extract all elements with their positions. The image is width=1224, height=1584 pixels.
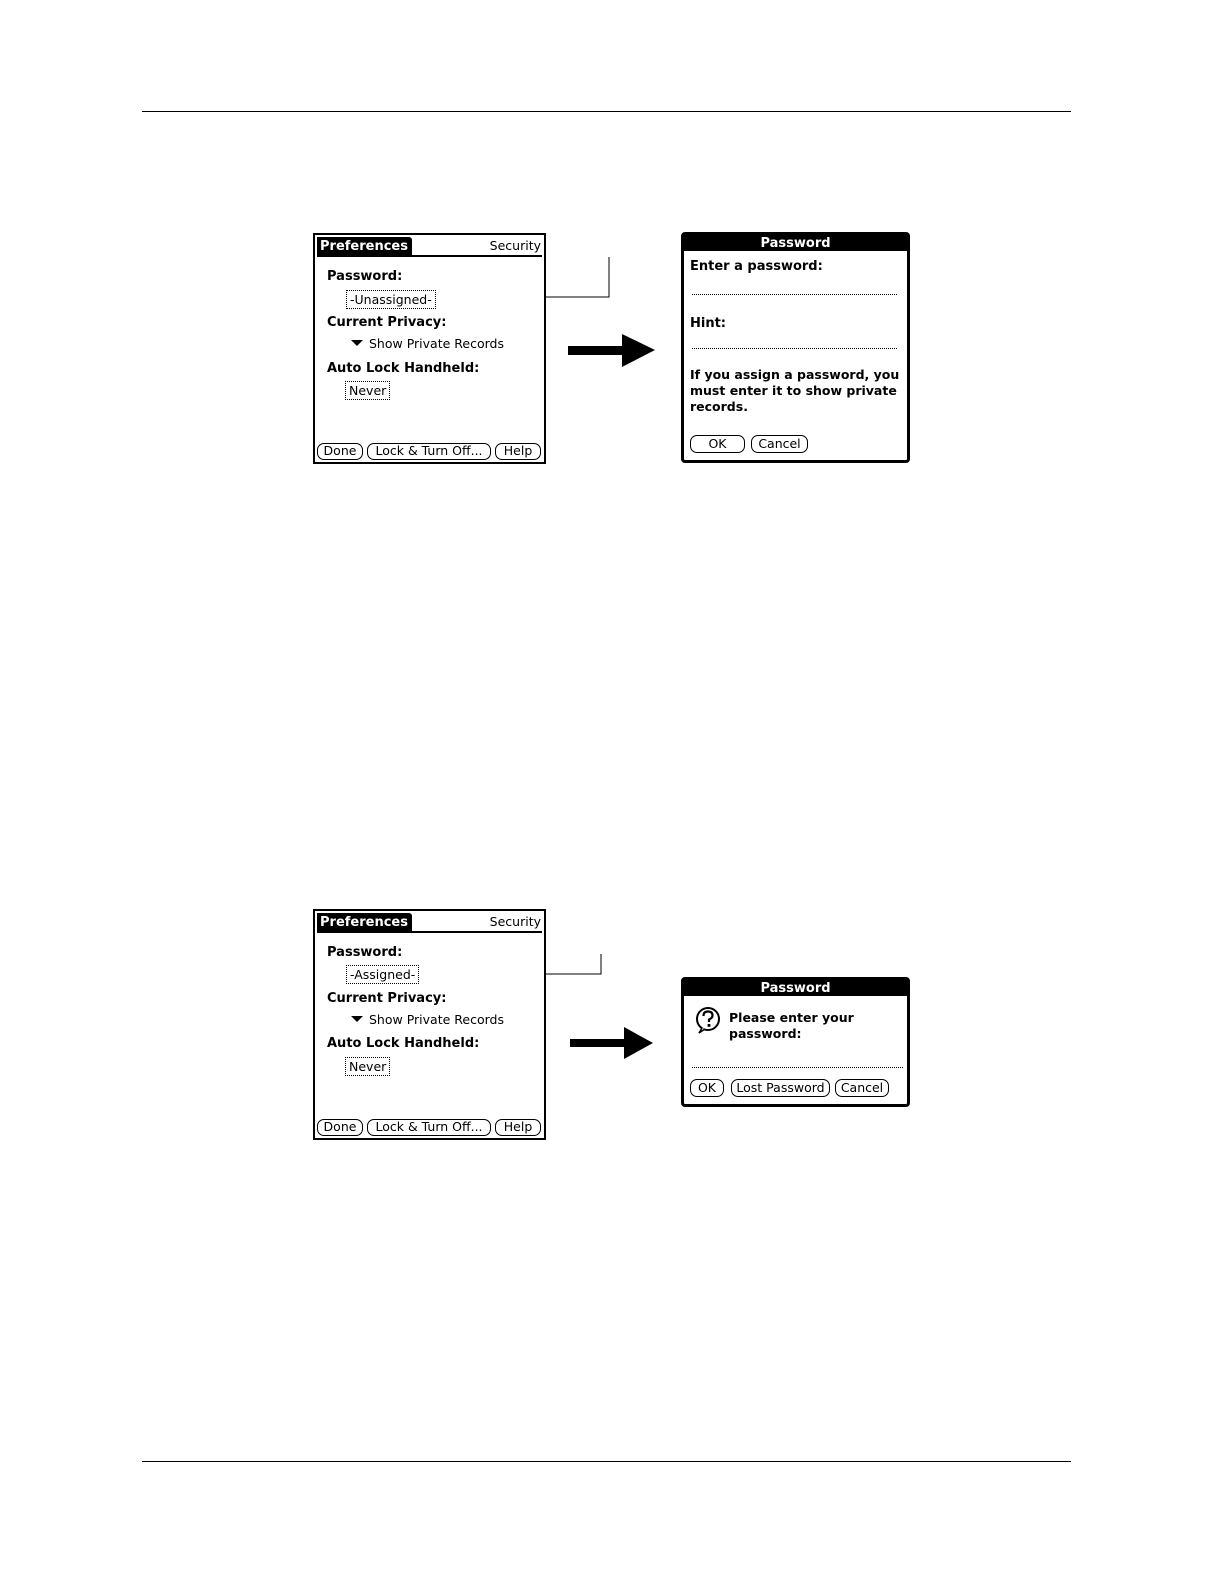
password-input[interactable] bbox=[692, 294, 897, 295]
password-dialog-bottom bbox=[681, 977, 910, 1107]
done-button[interactable]: Done bbox=[317, 1119, 363, 1136]
dialog-title: Password bbox=[684, 980, 907, 996]
lock-turn-off-button[interactable]: Lock & Turn Off... bbox=[367, 1119, 491, 1136]
arrow-right-icon bbox=[570, 1027, 653, 1059]
autolock-field[interactable]: Never bbox=[345, 381, 390, 400]
category-picker[interactable]: Security bbox=[489, 238, 541, 253]
preferences-screen-top bbox=[313, 233, 546, 464]
lost-password-button[interactable]: Lost Password bbox=[731, 1079, 830, 1097]
privacy-label: Current Privacy: bbox=[327, 991, 447, 1006]
privacy-value: Show Private Records bbox=[369, 1012, 504, 1027]
hint-label: Hint: bbox=[690, 316, 727, 331]
ok-button[interactable]: OK bbox=[690, 1079, 724, 1097]
ok-button[interactable]: OK bbox=[690, 435, 745, 453]
privacy-value: Show Private Records bbox=[369, 336, 504, 351]
arrow-right-icon bbox=[568, 334, 655, 367]
question-icon bbox=[694, 1006, 722, 1034]
privacy-label: Current Privacy: bbox=[327, 315, 447, 330]
title-bar bbox=[317, 913, 542, 933]
category-picker[interactable]: Security bbox=[489, 914, 541, 929]
enter-password-label: Enter a password: bbox=[690, 259, 823, 274]
preferences-title: Preferences bbox=[317, 913, 412, 931]
password-field[interactable]: -Unassigned- bbox=[346, 290, 436, 309]
password-info-text: If you assign a password, you must enter it to show private records. bbox=[690, 367, 900, 414]
autolock-label: Auto Lock Handheld: bbox=[327, 361, 480, 376]
autolock-label: Auto Lock Handheld: bbox=[327, 1036, 480, 1051]
dropdown-triangle-icon bbox=[351, 1016, 363, 1022]
help-button[interactable]: Help bbox=[495, 443, 541, 460]
preferences-screen-bottom bbox=[313, 909, 546, 1140]
dropdown-triangle-icon bbox=[351, 340, 363, 346]
cancel-button[interactable]: Cancel bbox=[751, 435, 808, 453]
privacy-picker[interactable] bbox=[351, 336, 504, 351]
privacy-picker[interactable] bbox=[351, 1012, 504, 1027]
hint-input[interactable] bbox=[692, 348, 897, 349]
title-bar bbox=[317, 237, 542, 257]
help-button[interactable]: Help bbox=[495, 1119, 541, 1136]
enter-password-prompt: Please enter your password: bbox=[729, 1010, 854, 1041]
password-field[interactable]: -Assigned- bbox=[346, 965, 419, 984]
dialog-title: Password bbox=[684, 235, 907, 251]
preferences-title: Preferences bbox=[317, 237, 412, 255]
password-dialog-top bbox=[681, 232, 910, 463]
autolock-field[interactable]: Never bbox=[345, 1057, 390, 1076]
password-input[interactable] bbox=[692, 1067, 903, 1068]
lock-turn-off-button[interactable]: Lock & Turn Off... bbox=[367, 443, 491, 460]
password-label: Password: bbox=[327, 945, 403, 960]
done-button[interactable]: Done bbox=[317, 443, 363, 460]
cancel-button[interactable]: Cancel bbox=[835, 1079, 889, 1097]
password-label: Password: bbox=[327, 269, 403, 284]
